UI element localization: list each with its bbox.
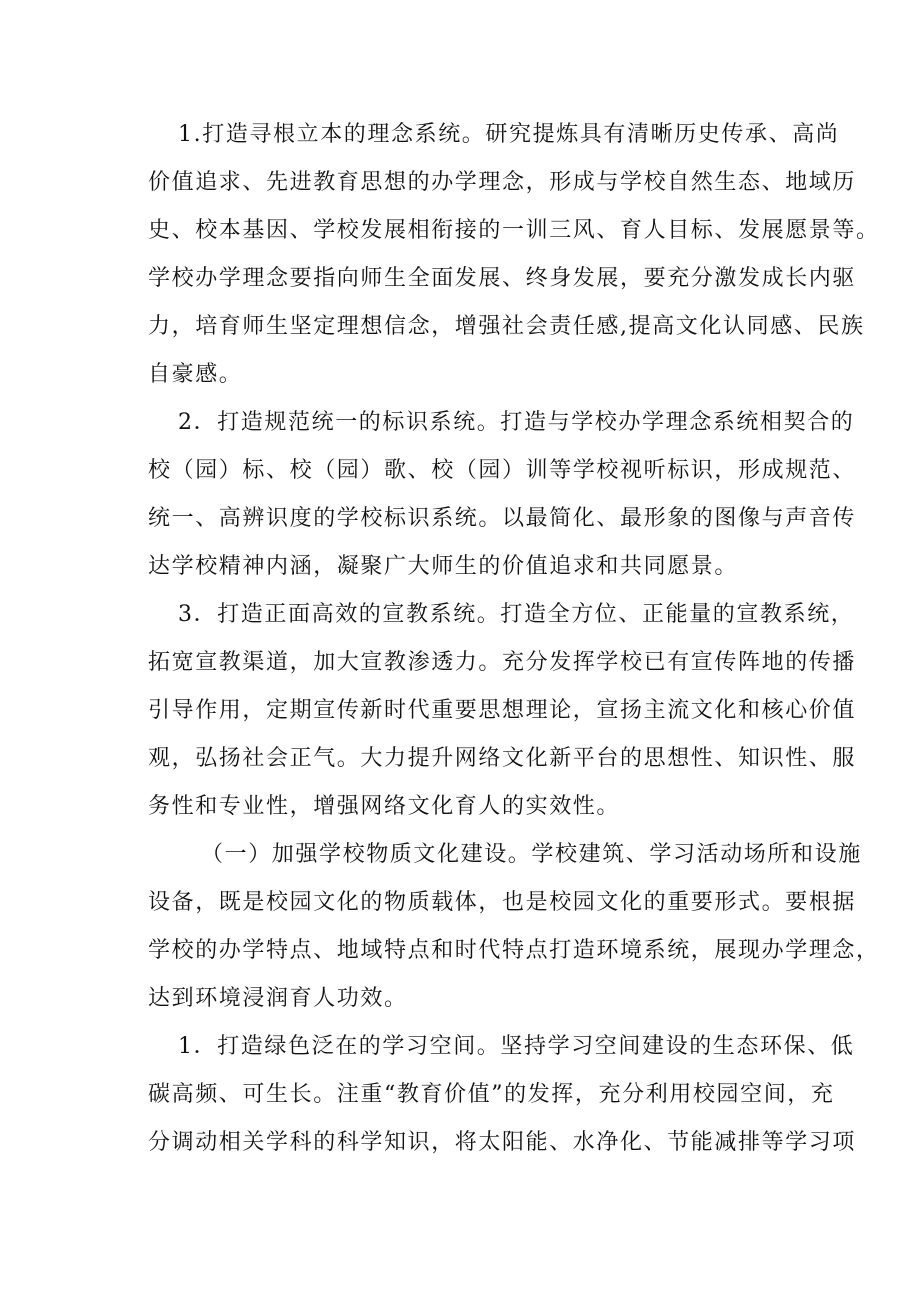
- text-line: 价值追求、先进教育思想的办学理念，形成与学校自然生态、地域历: [148, 170, 857, 195]
- text-line: 达学校精神内涵，凝聚广大师生的价值追求和共同愿景。: [148, 554, 739, 579]
- text-line: 3．打造正面高效的宣教系统。打造全方位、正能量的宣教系统，: [178, 602, 855, 627]
- text-line: 2．打造规范统一的标识系统。打造与学校办学理念系统相契合的: [178, 410, 855, 435]
- text-line: 史、校本基因、学校发展相衔接的一训三风、育人目标、发展愿景等。: [148, 218, 880, 243]
- text-line: 1．打造绿色泛在的学习空间。坚持学习空间建设的生态环保、低: [178, 1034, 855, 1059]
- text-line: 碳高频、可生长。注重“教育价值”的发挥，充分利用校园空间，充: [148, 1082, 835, 1107]
- text-line: 引导作用，定期宣传新时代重要思想理论，宣扬主流文化和核心价值: [148, 698, 857, 723]
- section-heading-line: （一）加强学校物质文化建设。学校建筑、学习活动场所和设施: [201, 842, 862, 867]
- text-line: 分调动相关学科的科学知识，将太阳能、水净化、节能减排等学习项: [148, 1130, 857, 1155]
- text-line: 达到环境浸润育人功效。: [148, 986, 408, 1011]
- text-line: 务性和专业性，增强网络文化育人的实效性。: [148, 794, 621, 819]
- text-line: 观，弘扬社会正气。大力提升网络文化新平台的思想性、知识性、服: [148, 746, 857, 771]
- text-line: 学校的办学特点、地域特点和时代特点打造环境系统，展现办学理念，: [148, 938, 880, 963]
- text-line: 统一、高辨识度的学校标识系统。以最简化、最形象的图像与声音传: [148, 506, 857, 531]
- text-line: 拓宽宣教渠道，加大宣教渗透力。充分发挥学校已有宣传阵地的传播: [148, 650, 857, 675]
- text-line: 校（园）标、校（园）歌、校（园）训等学校视听标识，形成规范、: [148, 458, 857, 483]
- text-line: 1.打造寻根立本的理念系统。研究提炼具有清晰历史传承、高尚: [178, 122, 840, 147]
- text-line: 自豪感。: [148, 362, 243, 387]
- text-line: 设备，既是校园文化的物质载体，也是校园文化的重要形式。要根据: [148, 890, 857, 915]
- text-line: 学校办学理念要指向师生全面发展、终身发展，要充分激发成长内驱: [148, 266, 857, 291]
- text-line: 力，培育师生坚定理想信念，增强社会责任感,提高文化认同感、民族: [148, 314, 865, 339]
